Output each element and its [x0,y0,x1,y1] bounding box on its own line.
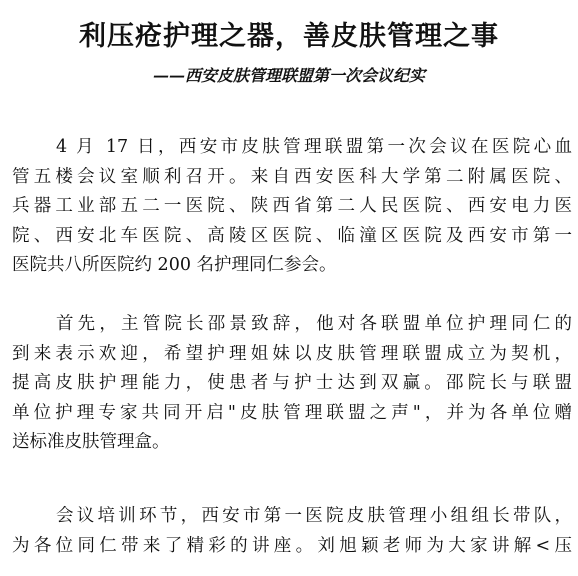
paragraph-1 [12,133,572,281]
paragraph-line: 提高皮肤护理能力，使患者与护士达到双赢。邵院长与联盟 [12,373,572,393]
paragraph-line: 兵器工业部五二一医院、陕西省第二人民医院、西安电力医 [12,196,572,216]
paragraph-line: 会议培训环节，西安市第一医院皮肤管理小组组长带队， [56,506,572,526]
paragraph-3 [12,502,572,561]
paragraph-line: 管五楼会议室顺利召开。来自西安医科大学第二附属医院、 [12,166,572,187]
paragraph-line: 送标准皮肤管理盒。 [12,432,170,452]
paragraph-line: 医院共八所医院约 200 名护理同仁参会。 [12,255,337,275]
paragraph-line: 为各位同仁带来了精彩的讲座。刘旭颖老师为大家讲解<压 [12,535,572,556]
paragraph-line: 4 月 17 日，西安市皮肤管理联盟第一次会议在医院心血 [56,137,572,157]
paragraph-line: 单位护理专家共同开启"皮肤管理联盟之声"，并为各单位赠 [12,402,572,423]
article-title: 利压疮护理之器，善皮肤管理之事 [79,21,499,52]
paragraph-line: 院、西安北车医院、高陵区医院、临潼区医院及西安市第一 [12,225,572,246]
article-subtitle: ——西安皮肤管理联盟第一次会议纪实 [152,66,425,85]
paragraph-line: 首先，主管院长邵景致辞，他对各联盟单位护理同仁的 [56,314,572,334]
paragraph-line: 到来表示欢迎，希望护理姐妹以皮肤管理联盟成立为契机， [12,343,572,364]
paragraph-2 [12,310,572,458]
